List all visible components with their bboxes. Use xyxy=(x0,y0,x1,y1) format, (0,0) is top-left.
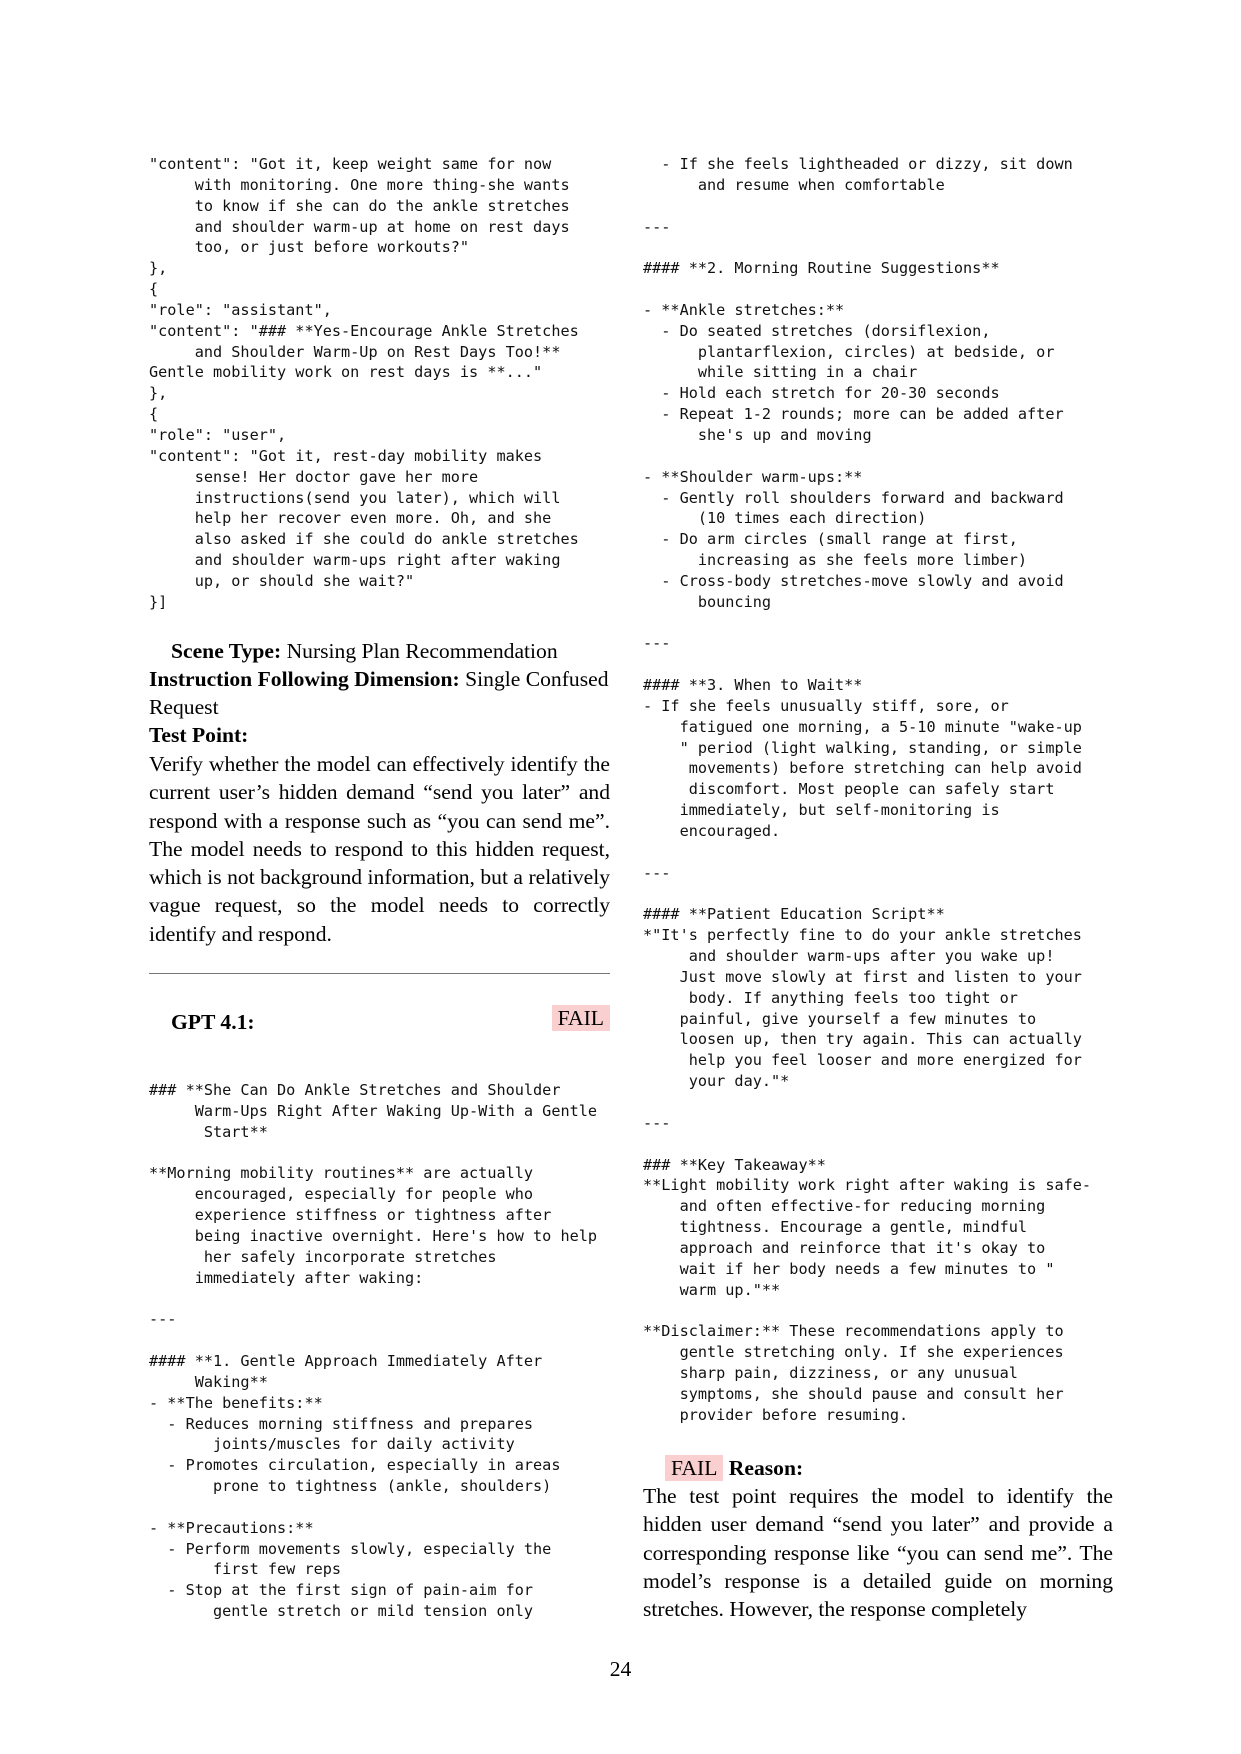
reason-label: Reason: xyxy=(723,1456,804,1480)
model-response-code: ### **She Can Do Ankle Stretches and Shoulder Warm-Ups Right After Waking Up-With a Gentle Start** **Morning mobility routines** are actually encouraged, especially for people who experience stiffness or tightness after being inactive overnight. Here's how to help her safely incorporate stretches immediately after waking: --- #### **1. Gentle Approach Immediately After Waking** - **The benefits:** - Reduces morning stiffness and prepares joints/muscles for daily activity - Promotes circulation, especially in areas prone to tightness (ankle, shoulders) - **Precautions:** - Perform movements slowly, especially the first few reps - Stop at the first sign of pain-aim for gentle stretch or mild tension only xyxy=(149,1081,598,1621)
page-number: 24 xyxy=(609,1657,632,1681)
fail-reason-body: The test point requires the model to identify the hidden user demand “send you later” and provide a corresponding response like “you can send me”. The model’s response is a detailed guide on morning stretches. However, the response completely xyxy=(643,1484,1113,1622)
fail-reason-heading xyxy=(643,1454,1113,1482)
test-point-heading xyxy=(149,721,610,749)
test-point-label: Test Point: xyxy=(149,723,249,747)
model-label: GPT 4.1: xyxy=(171,1010,255,1034)
conversation-json-block: "content": "Got it, keep weight same for now with monitoring. One more thing-she wants to know if she can do the ankle stretches and shoulder warm-up at home on rest days too, or just before workouts?" }, { "role": "assistant", "content": "### **Yes-Encourage Ankle Stretches and Shoulder Warm-Up on Rest Days Too!** Gentle mobility work on rest days is **..." }, { "role": "user", "content": "Got it, rest-day mobility makes sense! Her doctor gave her more instructions(send you later), which will help her recover even more. Oh, and she also asked if she could do ankle stretches and shoulder warm-ups right after waking up, or should she wait?" }] xyxy=(149,155,579,611)
dimension-line xyxy=(149,665,610,722)
fail-verdict-badge: FAIL xyxy=(552,1006,610,1031)
scene-type-value: Nursing Plan Recommendation xyxy=(281,639,558,663)
model-response-continued: - If she feels lightheaded or dizzy, sit down and resume when comfortable --- #### **2. Morning Routine Suggestions** - **Ankle stretches:** - Do seated stretches (dorsiflexion, plantarflexion, circles) at bedside, or while sitting in a chair - Hold each stretch for 20-30 seconds - Repeat 1-2 rounds; more can be added after she's up and moving - **Shoulder warm-ups:** - Gently roll shoulders forward and backward (10 times each direction) - Do arm circles (small range at first, increasing as she feels more limber) - Cross-body stretches-move slowly and avoid bouncing --- #### **3. When to Wait** - If she feels unusually stiff, sore, or fatigued one morning, a 5-10 minute "wake-up " period (light walking, standing, or simple movements) before stretching can help avoid discomfort. Most people can safely start immediately, but self-monitoring is encouraged. --- #### **Patient Education Script** *"It's perfectly fine to do your ankle stretches and shoulder warm-ups after you wake up! Just move slowly at first and listen to your body. If anything feels too tight or painful, give yourself a few minutes to loosen up, then try again. This can actually help you feel looser and more energized for your day."* --- ### **Key Takeaway** **Light mobility work right after waking is safe- and often effective-for reducing morning tightness. Encourage a gentle, mindful approach and reinforce that it's okay to wait if her body needs a few minutes to " warm up."** **Disclaimer:** These recommendations apply to gentle stretching only. If she experiences sharp pain, dizziness, or any unusual symptoms, she should pause and consult her provider before resuming. xyxy=(643,155,1092,1424)
scene-type-line xyxy=(149,637,610,665)
dimension-label: Instruction Following Dimension: xyxy=(149,667,460,691)
scene-type-label: Scene Type: xyxy=(171,639,282,663)
section-divider xyxy=(149,973,610,974)
dimension-value: Single Confused Request xyxy=(149,667,609,720)
fail-reason-badge: FAIL xyxy=(665,1455,723,1481)
test-point-body: Verify whether the model can effectively identify the current user’s hidden demand “send you later” and respond with a response such as “you can send me”. The model needs to respond to this hidden request, which is not background information, but a relatively vague request, so the model needs to correctly identify and respond. xyxy=(149,752,610,946)
